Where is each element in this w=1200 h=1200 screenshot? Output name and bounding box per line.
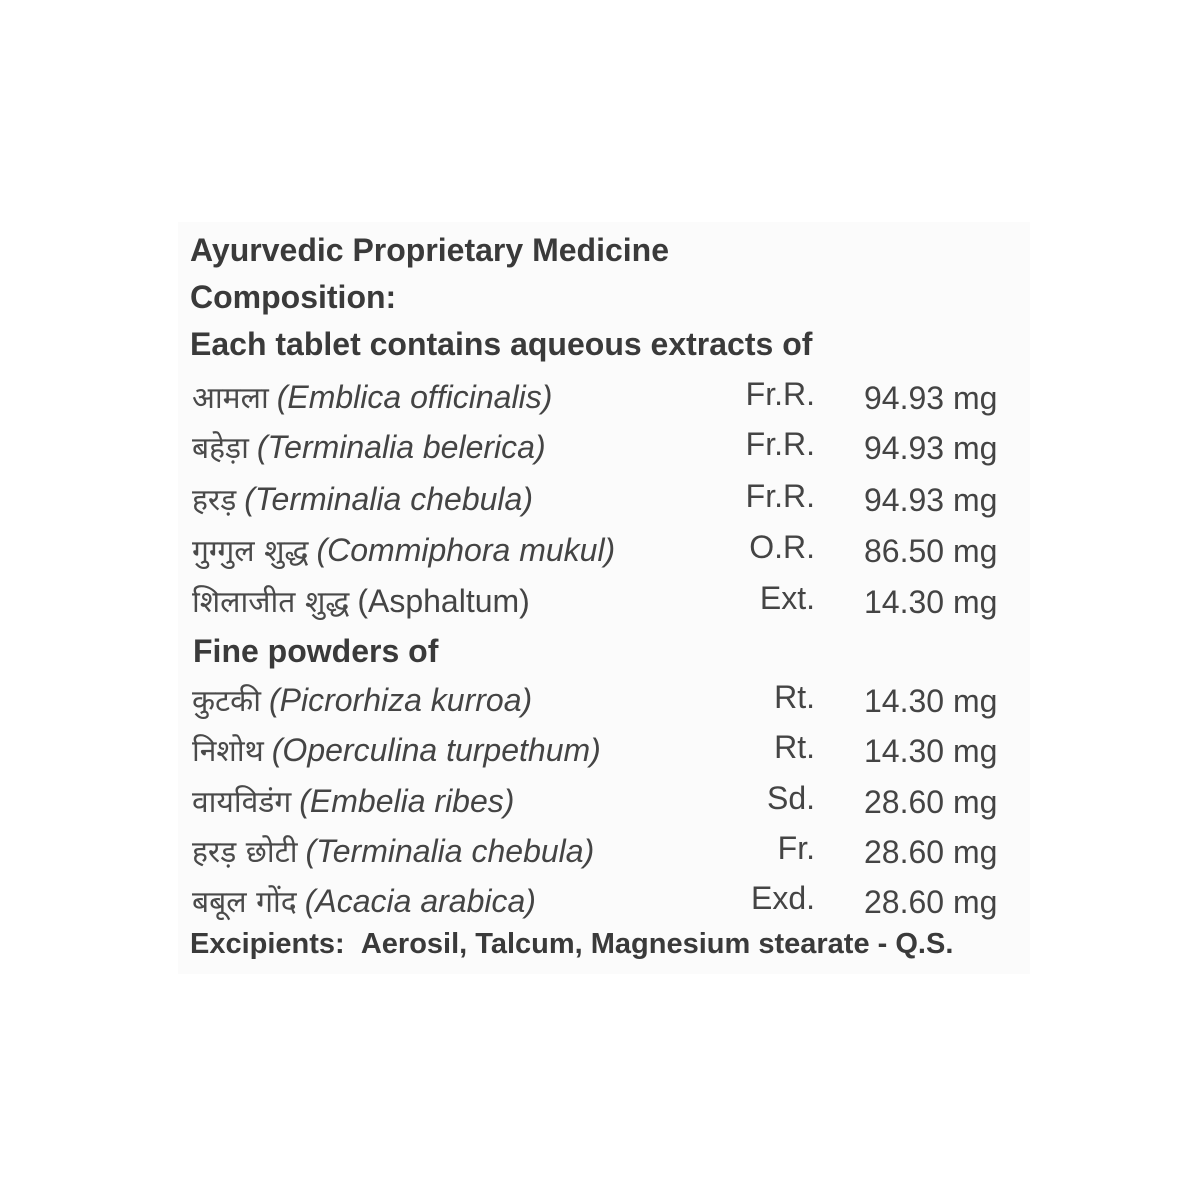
ingredient-amount: 86.50 mg xyxy=(864,533,998,569)
composition-label: Composition: xyxy=(190,279,397,315)
ingredient-part: Fr.R. xyxy=(745,478,815,514)
ingredient-row xyxy=(0,679,1200,723)
ingredient-amount: 94.93 mg xyxy=(864,430,998,466)
excipients-label: Excipients: xyxy=(190,928,345,960)
ingredient-amount: 14.30 mg xyxy=(864,584,998,620)
ingredient-part: Ext. xyxy=(759,580,815,616)
powders-heading: Fine powders of xyxy=(193,633,439,669)
ingredient-latin-name: (Terminalia belerica) xyxy=(256,429,546,465)
ingredient-row xyxy=(0,376,1200,420)
excipients-line xyxy=(190,928,953,961)
excipients-value: Aerosil, Talcum, Magnesium stearate - Q.S. xyxy=(360,928,954,960)
ingredient-latin-name: (Operculina turpethum) xyxy=(271,732,601,768)
ingredient-hindi-name: निशोथ xyxy=(192,734,264,769)
ingredient-hindi-name: बबूल गोंद xyxy=(192,885,297,920)
ingredient-latin-name: (Emblica officinalis) xyxy=(276,379,553,415)
ingredient-hindi-name: बहेड़ा xyxy=(192,431,249,466)
ingredient-amount: 14.30 mg xyxy=(864,733,998,769)
ingredient-name xyxy=(192,529,615,570)
ingredient-part: Fr. xyxy=(777,830,815,866)
ingredient-row xyxy=(0,426,1200,470)
ingredient-amount: 28.60 mg xyxy=(864,884,998,920)
ingredient-hindi-name: कुटकी xyxy=(192,684,261,719)
ingredient-name xyxy=(192,376,552,417)
ingredient-part: Rt. xyxy=(774,679,815,715)
ingredient-name xyxy=(192,830,594,871)
ingredient-name xyxy=(192,426,546,467)
ingredient-name xyxy=(192,478,533,519)
ingredient-latin-name: (Commiphora mukul) xyxy=(316,532,616,568)
ingredient-name xyxy=(192,729,601,770)
document-title: Ayurvedic Proprietary Medicine xyxy=(190,232,669,268)
ingredient-amount: 28.60 mg xyxy=(864,834,998,870)
ingredient-row xyxy=(0,880,1200,924)
ingredient-latin-name: (Terminalia chebula) xyxy=(305,833,595,869)
ingredient-latin-name: (Picrorhiza kurroa) xyxy=(268,682,533,718)
ingredient-part: Sd. xyxy=(766,780,815,816)
ingredient-hindi-name: आमला xyxy=(192,381,269,416)
ingredient-row xyxy=(0,529,1200,573)
ingredient-hindi-name: हरड़ xyxy=(192,483,237,518)
ingredient-hindi-name: हरड़ छोटी xyxy=(192,835,298,870)
ingredient-latin-name: (Acacia arabica) xyxy=(304,883,536,919)
ingredient-latin-name: (Asphaltum) xyxy=(357,583,530,619)
ingredient-part: Rt. xyxy=(774,729,815,765)
ingredient-latin-name: (Embelia ribes) xyxy=(299,783,515,819)
ingredient-amount: 94.93 mg xyxy=(864,482,998,518)
ingredient-part: Fr.R. xyxy=(745,426,815,462)
ingredient-part: Fr.R. xyxy=(745,376,815,412)
ingredient-row xyxy=(0,478,1200,522)
ingredient-row xyxy=(0,580,1200,624)
ingredient-part: Exd. xyxy=(750,880,815,916)
ingredient-hindi-name: गुग्गुल शुद्ध xyxy=(192,534,309,569)
ingredient-amount: 28.60 mg xyxy=(864,784,998,820)
ingredient-name xyxy=(192,780,514,821)
ingredient-name xyxy=(192,880,536,921)
ingredient-amount: 94.93 mg xyxy=(864,380,998,416)
ingredient-row xyxy=(0,780,1200,824)
ingredient-name xyxy=(192,679,532,720)
ingredient-part: O.R. xyxy=(749,529,815,565)
ingredient-row xyxy=(0,830,1200,874)
ingredient-latin-name: (Terminalia chebula) xyxy=(244,481,533,517)
ingredient-name xyxy=(192,580,530,621)
ingredient-row xyxy=(0,729,1200,773)
ingredient-hindi-name: वायविडंग xyxy=(192,785,292,820)
ingredient-hindi-name: शिलाजीत शुद्ध xyxy=(192,585,350,620)
ingredient-amount: 14.30 mg xyxy=(864,683,998,719)
extracts-heading: Each tablet contains aqueous extracts of xyxy=(190,326,813,362)
